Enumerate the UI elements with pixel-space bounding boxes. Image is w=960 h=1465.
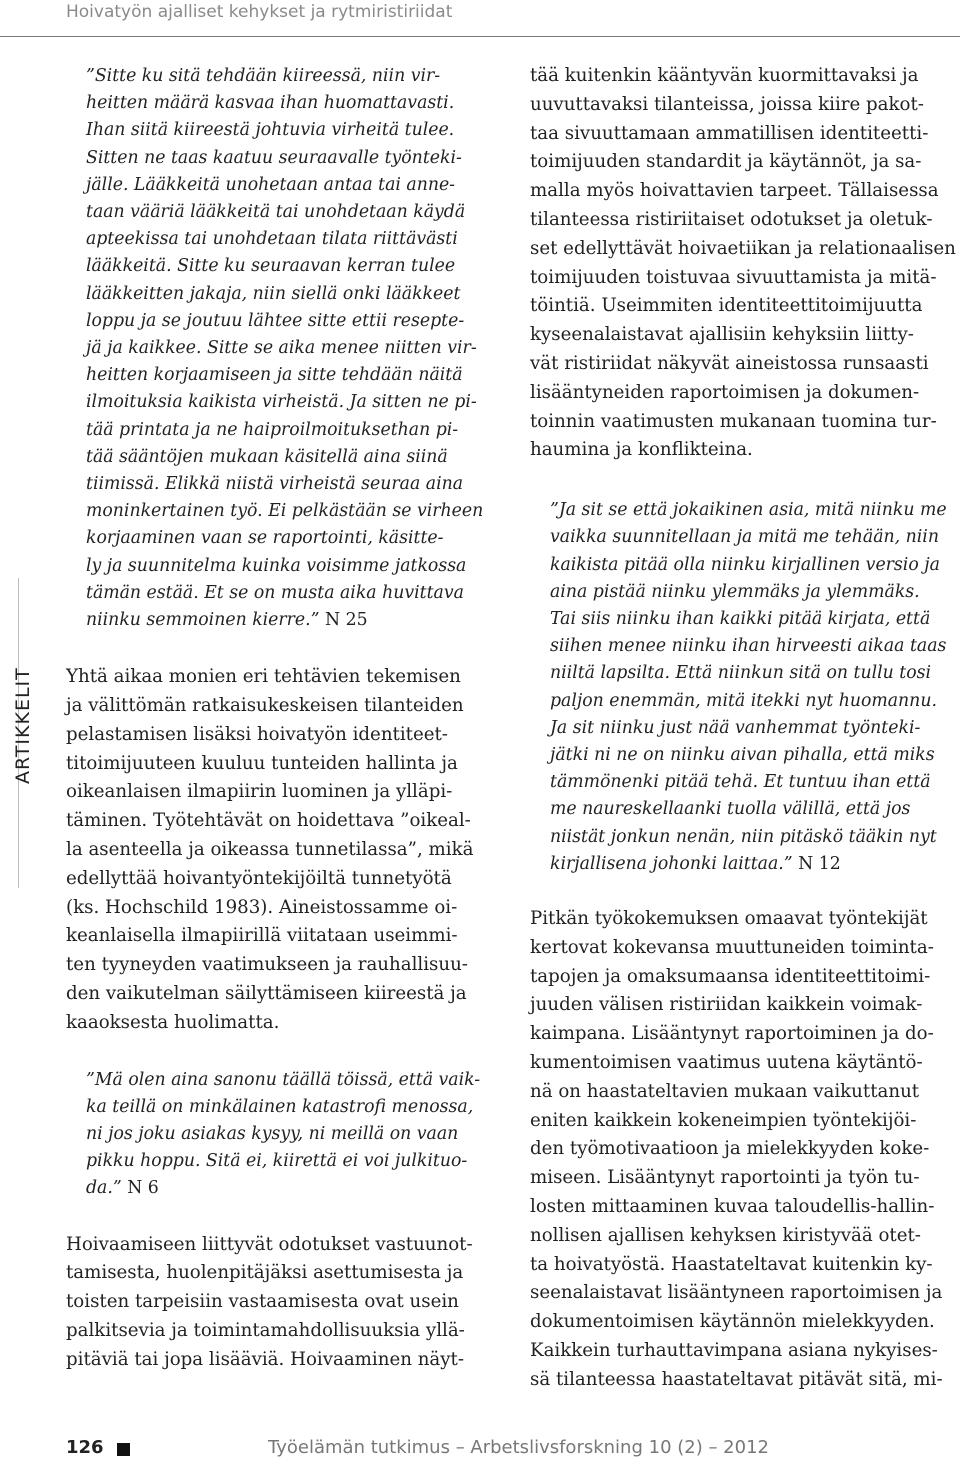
journal-footer: Työelämän tutkimus – Arbetslivsforskning 10 (2) – 2012 <box>268 1437 769 1458</box>
quote-text: ”Mä olen aina sanonu täällä töissä, että vaik- ka teillä on minkälainen katastrofi menossa, ni jos joku asiakas kysyy, ni meillä on vaan pikku hoppu. Sitä ei, kiirettä ei voi julkituo- da.” <box>86 1069 481 1199</box>
quote-text: ”Sitte ku sitä tehdään kiireessä, niin vir- heitten määrä kasvaa ihan huomattavasti. Ihan siitä kiireestä johtuvia virheitä tulee. Sitten ne taas kaatuu seuraavalle työnteki- jälle. Lääkkeitä unohetaan antaa tai anne- taan vääriä lääkkeitä tai unohdetaan käydä apteekissa tai unohdetaan tilata riittävästi lääkkeitä. Sitte ku seuraavan kerran tulee lääkkeitten jakaja, niin siellä onki lääkkeet loppu ja se joutuu lähtee sitte ettii resepte- jä ja kaikkee. Sitte se aika menee niitten vir- heitten korjaamiseen ja sitte tehdään näitä ilmoituksia kaikista virheistä. Ja sitten ne pi- tää printata ja ne haiproilmoituksethan pi- tää sääntöjen mukaan käsitellä aina siinä tiimissä. Elikkä niistä virheistä seuraa aina moninkertainen työ. Ei pelkästään se virheen korjaaminen vaan se raportointi, käsitte- ly ja suunnitelma kuinka voisimme jatkossa tämän estää. Et se on musta aika huvittava niinku semmoinen kierre.” <box>86 66 484 631</box>
quote-block <box>86 63 496 634</box>
page-number: 126 <box>66 1437 104 1458</box>
running-title: Hoivatyön ajalliset kehykset ja rytmiristiriidat <box>66 2 453 22</box>
quote-block <box>86 1067 496 1203</box>
body-paragraph: Pitkän työkokemuksen omaavat työntekijät kertovat kokevansa muuttuneiden toiminta- tapojen ja omaksumaansa identiteettitoimi- juuden välisen ristiriidan kaikkein voimak- kaimpana. Lisääntynyt raportoiminen ja do- kumentoimisen vaatimus uutena käytäntö- nä on haastateltavien mukaan vaikuttanut eniten kaikkein kokeneimpien työntekijöi- den työmotivaatioon ja mielekkyyden koke- miseen. Lisääntynyt raportointi ja työn tu- losten mittaaminen kuvaa taloudellis-hallin- nollisen ajallisen kehyksen kiristyvää otet- ta hoivatyöstä. Haastateltavat kuitenkin ky- seenalaistavat lisääntyneen raportoimisen ja dokumentoimisen käytännön mielekkyyden. Kaikkein turhauttavimpana asiana nykyises- sä tilanteessa haastateltavat pitävät sitä, mi- <box>530 908 943 1390</box>
body-paragraph: Hoivaamiseen liittyvät odotukset vastuunot- tamisesta, huolenpitäjäksi asettumisesta ja toisten tarpeisiin vastaamisesta ovat usein palkitsevia ja toimintamahdollisuuksia yllä- pitäviä tai jopa lisääviä. Hoivaaminen näyt- <box>66 1233 473 1370</box>
header-rule <box>0 36 960 37</box>
quote-reference: N 6 <box>121 1178 159 1199</box>
quote-reference: N 25 <box>319 610 368 631</box>
quote-text: ”Ja sit se että jokaikinen asia, mitä niinku me vaikka suunnitellaan ja mitä me tehään, niin kaikista pitää olla niinku kirjallinen versio ja aina pistää niinku ylemmäks ja ylemmäks. Tai siis niinku ihan kaikki pitää kirjata, että siihen menee niinku ihan hirveesti aikaa taas niiltä lapsilta. Että niinkun sitä on tullu tosi paljon enemmän, mitä itekki nyt huomannu. Ja sit niinku just nää vanhemmat työnteki- jätki ni ne on niinku aivan pihalla, että miks tämmönenki pitää tehä. Et tuntuu ihan että me naureskellaanki tuolla välillä, että jos niistät jonkun nenän, niin pitäskö tääkin nyt kirjallisena johonki laittaa.” <box>550 500 947 874</box>
body-paragraph: Yhtä aikaa monien eri tehtävien tekemisen ja välittömän ratkaisukeskeisen tilanteiden pelastamisen lisäksi hoivatyön identiteet- titoimijuuteen kuuluu tunteiden hallinta ja oikeanlaisen ilmapiirin luominen ja ylläpi- täminen. Työtehtävät on hoidettava ”oikeal- la asenteella ja oikeassa tunnetilassa”, mikä edellyttää hoivantyöntekijöiltä tunnetyötä (ks. Hochschild 1983). Aineistossamme oi- keanlaisella ilmapiirillä viitataan useimmi- ten tyyneyden vaatimukseen ja rauhallisuu- den vaikutelman säilyttämiseen kiireestä ja kaaoksesta huolimatta. <box>66 666 474 1033</box>
left-column <box>66 62 496 1375</box>
quote-reference: N 12 <box>792 853 841 874</box>
section-label: ARTIKKELIT <box>12 667 34 784</box>
body-paragraph: tää kuitenkin kääntyvän kuormittavaksi ja uuvuttavaksi tilanteissa, joissa kiire pakot- taa sivuuttamaan ammatillisen identiteetti- toimijuuden standardit ja käytännöt, ja sa- malla myös hoivattavien tarpeet. Tällaisessa tilanteessa ristiriitaiset odotukset ja oletuk- set edellyttävät hoivaetiikan ja relationaalisen toimijuuden toistuvaa sivuuttamista ja mitä- töintiä. Useimmiten identiteettitoimijuutta kyseenalaistavat ajallisiin kehyksiin liitty- vät ristiriidat näkyvät aineistossa runsaasti lisääntyneiden raportoimisen ja dokumen- toinnin vaatimusten mukanaan tuomina tur- haumina ja konflikteina. <box>530 65 956 461</box>
quote-block <box>550 497 958 878</box>
square-bullet-icon <box>117 1443 130 1456</box>
right-column <box>530 62 958 1395</box>
